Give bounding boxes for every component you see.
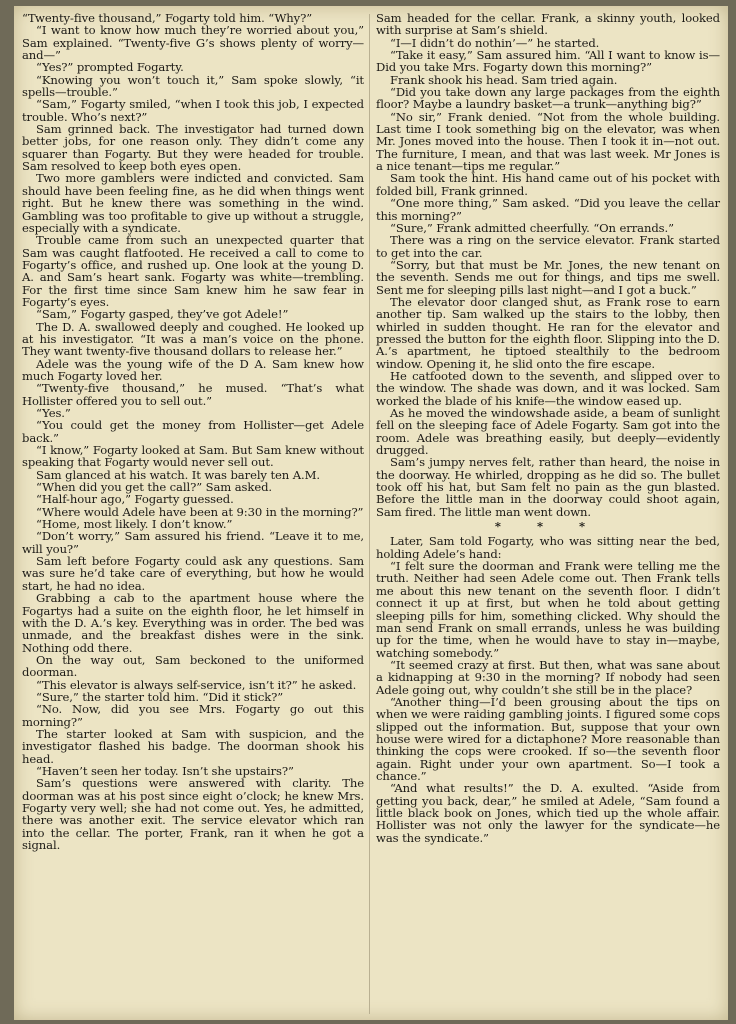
paragraph: Sam took the hint. His hand came out of his pocket with folded bill, Frank grinned. bbox=[376, 171, 720, 198]
paragraph: “I—I didn’t do nothin’—” he started. bbox=[390, 35, 600, 50]
paragraph: “Take it easy,” Sam assured him. “All I want to know is—Did you take Mrs. Fogarty down this morning?” bbox=[376, 48, 720, 75]
paragraph: “When did you get the call?” Sam asked. bbox=[36, 480, 273, 495]
right-column bbox=[376, 12, 720, 844]
paragraph: “And what results!” the D. A. exulted. “Aside from getting you back, dear,” he smiled at Adele, “Sam found a little black book on Jones, which tied up the whole affair. Hollister was not only the lawyer for the syndicate—he was the syndicate.” bbox=[376, 781, 720, 845]
paragraph: Adele was the young wife of the D A. Sam knew how much Fogarty loved her. bbox=[22, 356, 364, 383]
paragraph: “Home, most likely. I don’t know.” bbox=[36, 517, 233, 532]
paragraph: Sam grinned back. The investigator had turned down better jobs, for one reason only. They didn’t come any squarer than Fogarty. But they were headed for trouble. Sam resolved to keep both eyes open. bbox=[22, 122, 364, 174]
left-column bbox=[22, 12, 364, 851]
magazine-page bbox=[14, 6, 728, 1020]
paragraph: “This elevator is always self-service, isn’t it?” he asked. bbox=[36, 677, 357, 692]
paragraph: “Don’t worry,” Sam assured his friend. “Leave it to me, will you?” bbox=[22, 529, 364, 556]
paragraph: “Where would Adele have been at 9:30 in the morning?” bbox=[36, 504, 364, 519]
paragraph: “Did you take down any large packages from the eighth floor? Maybe a laundry basket—a trunk—anything big?” bbox=[376, 85, 720, 112]
paragraph: “One more thing,” Sam asked. “Did you leave the cellar this morning?” bbox=[376, 196, 720, 223]
paragraph: “Knowing you won’t touch it,” Sam spoke slowly, “it spells—trouble.” bbox=[22, 72, 364, 100]
paragraph: “Sam,” Fogarty smiled, “when I took this job, I expected trouble. Who’s next?” bbox=[22, 97, 364, 124]
paragraph: “I felt sure the doorman and Frank were telling me the truth. Neither had seen Adele come out. Then Frank tells me about this new tenant on the seventh floor. I didn’t connect it up at first, but when he told about getting sleeping pills for him, something clicked. Why should the man send Frank on small errands, unless he was building up for the time, when he would have to stay in—maybe, watching somebody.” bbox=[376, 559, 720, 660]
paragraph: “Yes?” prompted Fogarty. bbox=[36, 60, 184, 75]
paragraph: “No. Now, did you see Mrs. Fogarty go out this morning?” bbox=[22, 702, 364, 729]
paragraph: Two more gamblers were indicted and convicted. Sam should have been feeling fine, as he did when things went right. But he knew there was something in the wind. Gambling was too profitable to give up without a struggle, especially with a syndicate. bbox=[22, 171, 364, 235]
paragraph: “Sam,” Fogarty gasped, they’ve got Adele!” bbox=[36, 307, 289, 322]
section-break: * * * bbox=[494, 519, 602, 534]
paragraph: “It seemed crazy at first. But then, what was sane about a kidnapping at 9:30 in the morning? If nobody had seen Adele going out, why couldn’t she still be in the place? bbox=[376, 657, 720, 697]
paragraph: There was a ring on the service elevator. Frank started to get into the car. bbox=[376, 233, 720, 260]
paragraph: He catfooted down to the seventh, and slipped over to the window. The shade was down, and it was locked. Sam worked the blade of his knife—the window eased up. bbox=[376, 368, 720, 408]
paragraph: “I want to know how much they’re worried about you,” Sam explained. “Twenty-five G’s shows plenty of worry—and—” bbox=[22, 23, 364, 63]
paragraph: Sam’s questions were answered with clarity. The doorman was at his post since eight o’clock; he knew Mrs. Fogarty very well; she had not come out. Yes, he admitted, there was another exit. The service elevator which ran into the cellar. The porter, Frank, ran it when he got a signal. bbox=[22, 776, 364, 853]
paragraph: “I know,” Fogarty looked at Sam. But Sam knew without speaking that Fogarty would never sell out. bbox=[22, 443, 364, 470]
paragraph: Sam’s jumpy nerves felt, rather than heard, the noise in the doorway. He whirled, dropping as he did so. The bullet took off his hat, but Sam felt no pain as the gun blasted. Before the little man in the doorway could shoot again, Sam fired. The little man went down. bbox=[376, 455, 720, 519]
paragraph: “Haven’t seen her today. Isn’t she upstairs?” bbox=[36, 763, 294, 778]
paragraph: The starter looked at Sam with suspicion, and the investigator flashed his badge. The doorman shook his head. bbox=[22, 726, 364, 766]
paragraph: The elevator door clanged shut, as Frank rose to earn another tip. Sam walked up the stairs to the lobby, then whirled in sudden thought. He ran for the elevator and pressed the button for the eighth floor. Slipping into the D. A.’s apartment, he tiptoed stealthily to the bedroom window. Opening it, he slid onto the fire escape. bbox=[376, 294, 720, 371]
paragraph: Sam glanced at his watch. It was barely ten A.M. bbox=[36, 467, 320, 482]
paragraph: Sam left before Fogarty could ask any questions. Sam was sure he’d take care of everything, but how he would start, he had no idea. bbox=[22, 554, 364, 593]
paragraph: “Sure,” Frank admitted cheerfully. “On errands.” bbox=[390, 220, 674, 235]
column-divider bbox=[369, 14, 370, 1014]
paragraph: “Half-hour ago,” Fogarty guessed. bbox=[36, 492, 234, 507]
paragraph: As he moved the windowshade aside, a beam of sunlight fell on the sleeping face of Adele Fogarty. Sam got into the room. Adele was breathing easily, but deeply—evidently drugged. bbox=[376, 406, 720, 458]
paragraph: “Sure,” the starter told him. “Did it stick?” bbox=[36, 689, 284, 704]
paragraph: “Sorry, but that must be Mr. Jones, the new tenant on the seventh. Sends me out for things, and tips me swell. Sent me for sleeping pills last night—and I got a buck.” bbox=[376, 257, 720, 297]
paragraph: Frank shook his head. Sam tried again. bbox=[390, 72, 618, 87]
paragraph: “You could get the money from Hollister—get Adele back.” bbox=[22, 418, 364, 445]
paragraph: “Twenty-five thousand,” Fogarty told him. “Why?” bbox=[22, 11, 313, 25]
paragraph: “Another thing—I’d been grousing about the tips on when we were raiding gambling joints. I figured some cops slipped out the information. But, suppose that your own house were wired for a dictaphone? More reasonable than thinking the cops were crooked. If so—the seventh floor again. Right under your own apartment. So—I took a chance.” bbox=[376, 694, 720, 783]
paragraph: “Twenty-five thousand,” he mused. “That’s what Hollister offered you to sell out.” bbox=[22, 381, 364, 408]
paragraph: On the way out, Sam beckoned to the uniformed doorman. bbox=[22, 652, 364, 680]
paragraph: Grabbing a cab to the apartment house where the Fogartys had a suite on the eighth floor, he let himself in with the D. A.’s key. Everything was in order. The bed was unmade, and the breakfast dishes were in the sink. Nothing odd there. bbox=[22, 591, 364, 655]
paragraph: Sam headed for the cellar. Frank, a skinny youth, looked with surprise at Sam’s shield. bbox=[376, 11, 720, 38]
paragraph: Trouble came from such an unexpected quarter that Sam was caught flatfooted. He received a call to come to Fogarty’s office, and rushed up. One look at the young D. A. and Sam’s heart sank. Fogarty was white—trembling. For the first time since Sam knew him he saw fear in Fogarty’s eyes. bbox=[22, 233, 364, 309]
paragraph: “Yes.” bbox=[36, 406, 71, 420]
paragraph: Later, Sam told Fogarty, who was sitting near the bed, holding Adele’s hand: bbox=[376, 534, 720, 561]
paragraph: The D. A. swallowed deeply and coughed. He looked up at his investigator. “It was a man’s voice on the phone. They want twenty-five thousand dollars to release her.” bbox=[22, 319, 364, 359]
paragraph: “No sir,” Frank denied. “Not from the whole building. Last time I took something big on the elevator, was when Mr. Jones moved into the house. Then I took it in—not out. The furniture, I mean, and that was last week. Mr Jones is a nice tenant—tips me regular.” bbox=[376, 109, 720, 174]
